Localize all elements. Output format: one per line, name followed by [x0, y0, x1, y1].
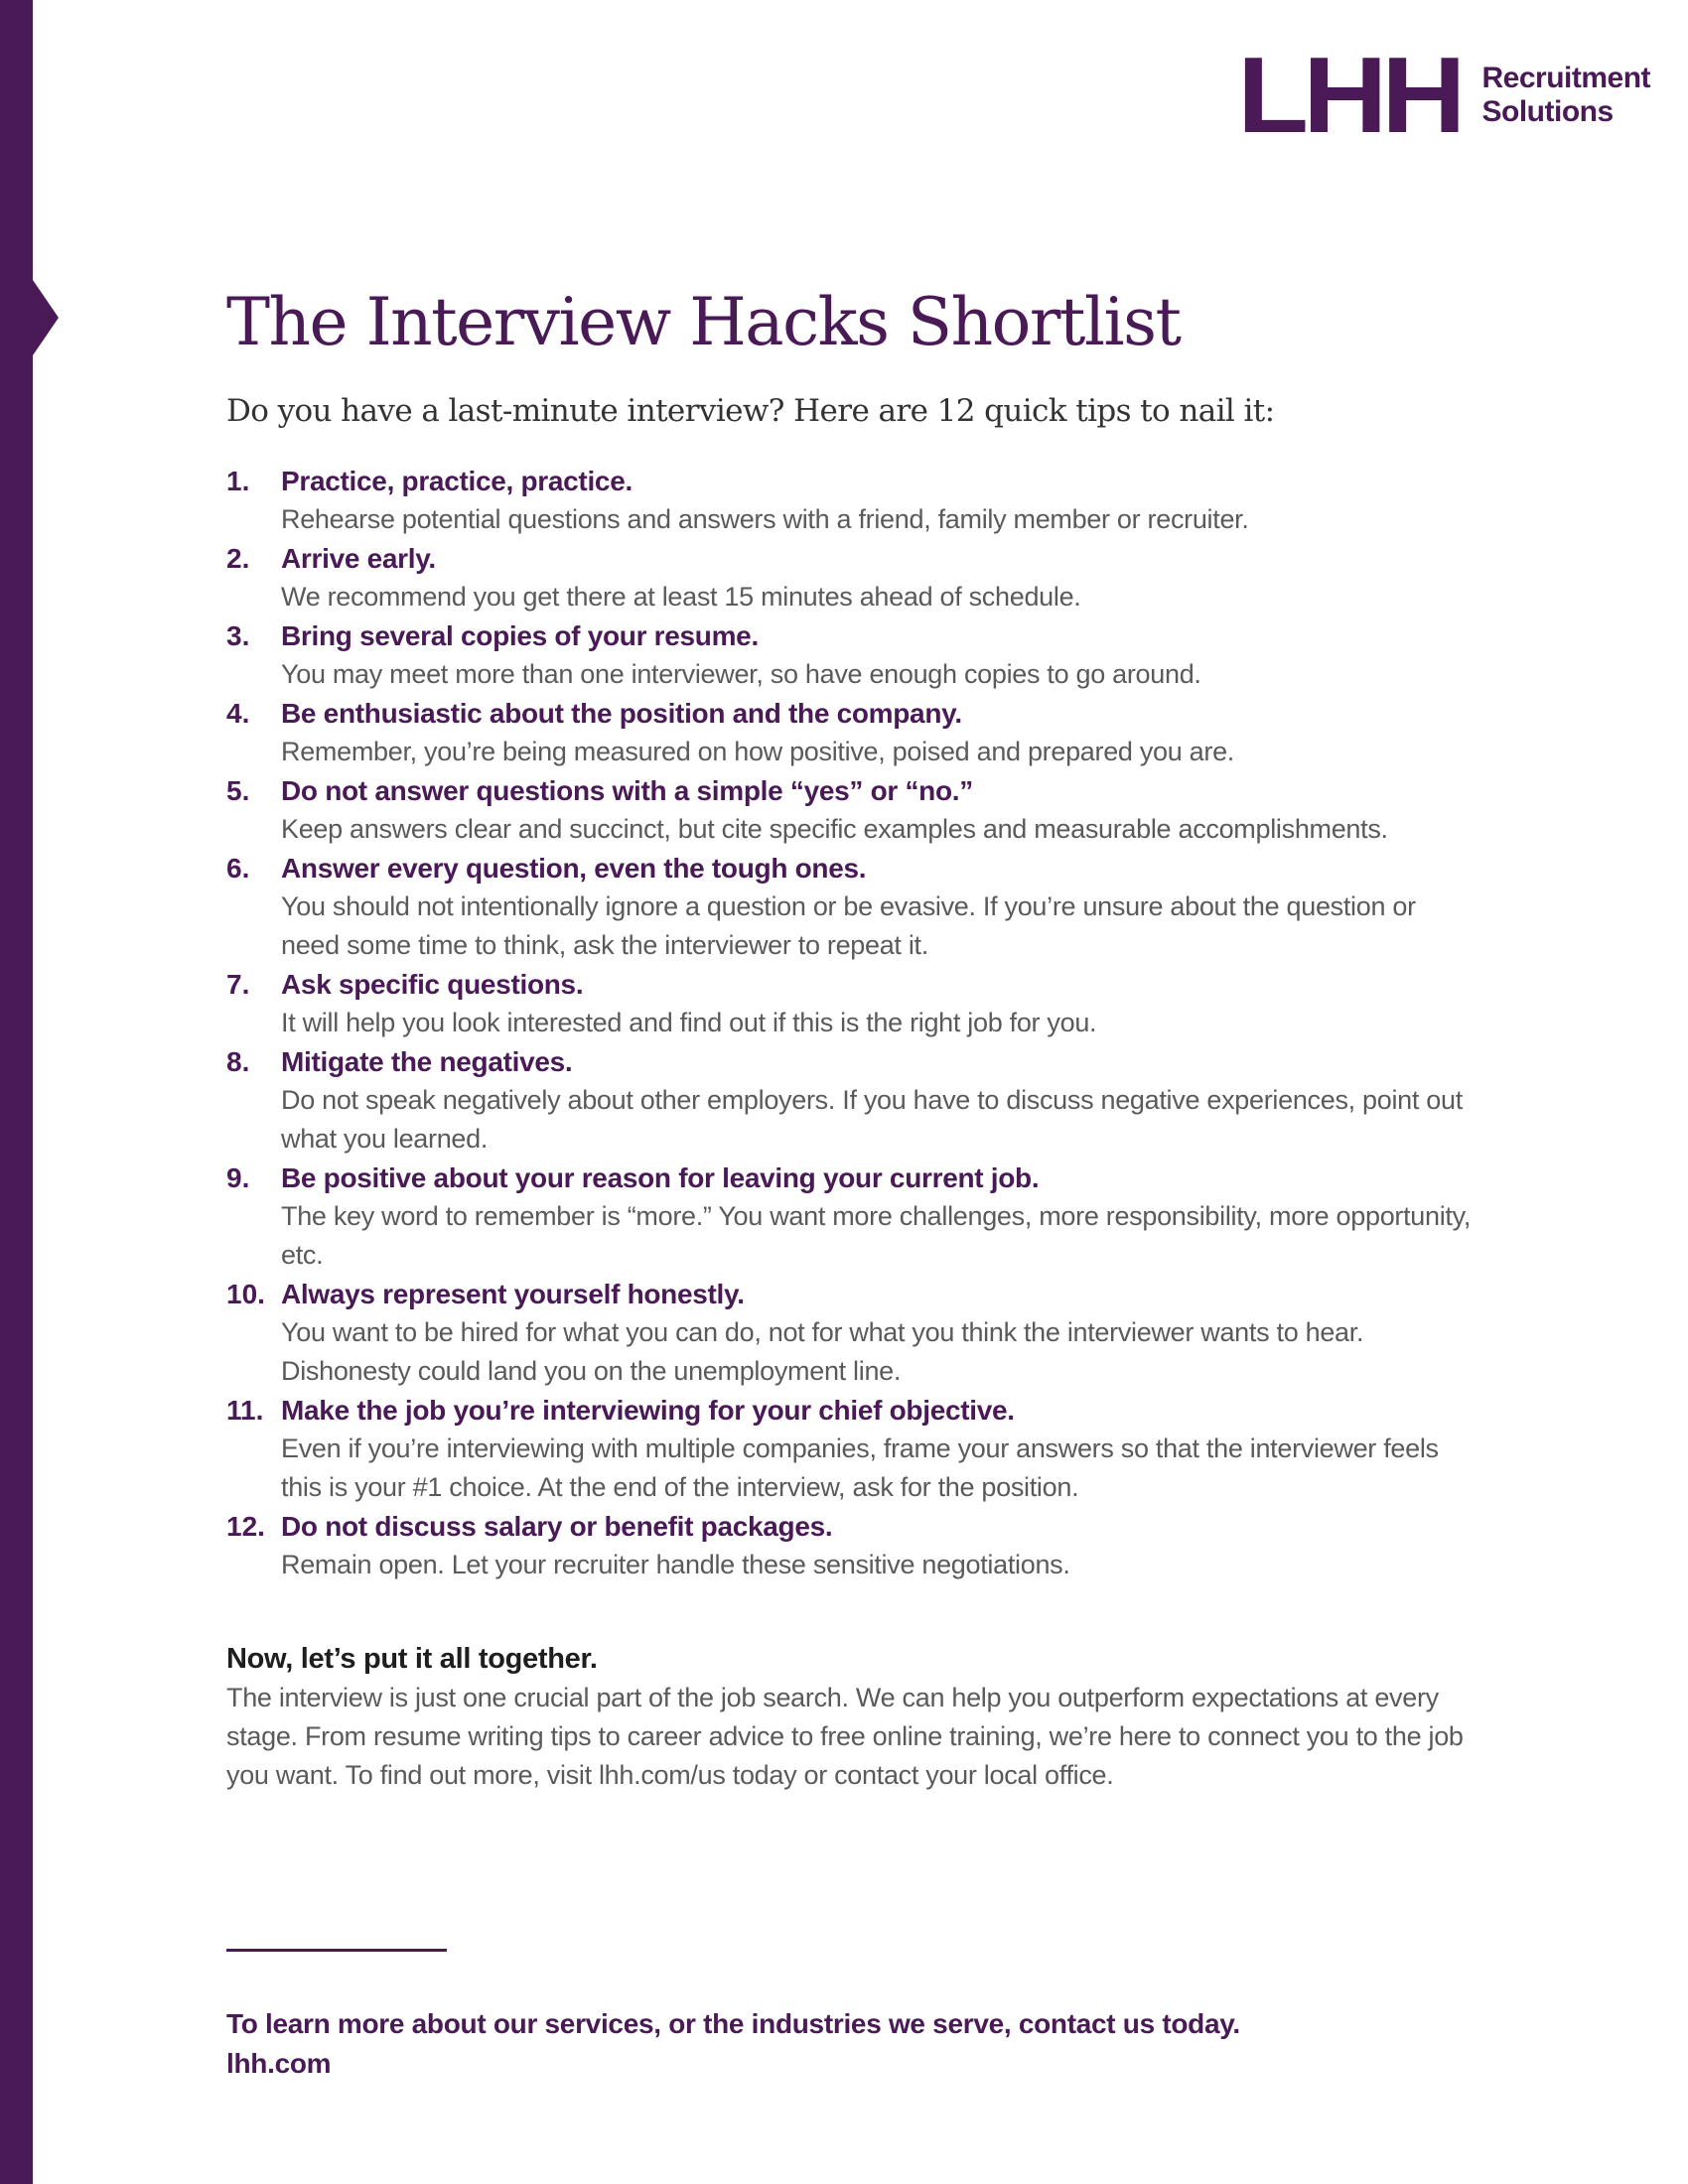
- tip-item: [226, 771, 1477, 849]
- tip-heading: Mitigate the negatives.: [281, 1046, 573, 1077]
- tip-heading: Always represent yourself honestly.: [281, 1279, 745, 1309]
- tip-number: 11.: [226, 1395, 264, 1426]
- tip-number: 5.: [226, 775, 250, 806]
- tip-heading: Do not answer questions with a simple “yes” or “no.”: [281, 775, 973, 806]
- tip-description: You want to be hired for what you can do, not for what you think the interviewer wants to hear. Dishonesty could land you on the unemployment line.: [281, 1317, 1364, 1386]
- tip-heading: Do not discuss salary or benefit packages.: [281, 1511, 833, 1542]
- tip-body: [281, 539, 1477, 616]
- tip-heading: Arrive early.: [281, 543, 436, 574]
- closing-text: The interview is just one crucial part of the job search. We can help you outperform expectations at every stage. From resume writing tips to career advice to free online training, we’re here to connect you to the job you want. To find out more, visit lhh.com/us today or contact your local office.: [226, 1683, 1464, 1790]
- tip-number: 9.: [226, 1162, 250, 1193]
- tip-number: 10.: [226, 1279, 265, 1309]
- lhh-logo: [1237, 35, 1651, 156]
- footer-cta: To learn more about our services, or the industries we serve, contact us today.: [226, 2008, 1240, 2039]
- tip-body: [281, 1507, 1477, 1584]
- tip-description: It will help you look interested and find out if this is the right job for you.: [281, 1008, 1097, 1037]
- footer: [226, 2004, 1240, 2084]
- tip-description: Do not speak negatively about other employers. If you have to discuss negative experiences, point out what you learned.: [281, 1085, 1463, 1154]
- logo-subtitle: [1482, 62, 1651, 129]
- tip-description: You should not intentionally ignore a question or be evasive. If you’re unsure about the question or need some time to think, ask the interviewer to repeat it.: [281, 891, 1416, 960]
- tip-item: [226, 1391, 1477, 1507]
- tip-number: 4.: [226, 698, 250, 729]
- tip-item: [226, 694, 1477, 771]
- tip-body: [281, 462, 1477, 539]
- tip-description: Remember, you’re being measured on how positive, poised and prepared you are.: [281, 737, 1234, 766]
- tip-item: [226, 1042, 1477, 1159]
- tip-description: The key word to remember is “more.” You want more challenges, more responsibility, more opportunity, etc.: [281, 1201, 1472, 1270]
- closing-heading: Now, let’s put it all together.: [226, 1643, 598, 1675]
- tip-body: [281, 1391, 1477, 1507]
- page-subtitle: Do you have a last-minute interview? Here are 12 quick tips to nail it:: [226, 393, 1275, 429]
- footer-url[interactable]: lhh.com: [226, 2048, 332, 2079]
- tip-body: [281, 849, 1477, 965]
- tip-description: Keep answers clear and succinct, but cite specific examples and measurable accomplishments.: [281, 814, 1388, 844]
- tip-item: [226, 1507, 1477, 1584]
- tip-body: [281, 1275, 1477, 1391]
- logo-line-2: Solutions: [1481, 95, 1614, 128]
- tip-item: [226, 616, 1477, 694]
- tip-body: [281, 616, 1477, 694]
- tip-number: 12.: [226, 1511, 265, 1542]
- tip-heading: Practice, practice, practice.: [281, 466, 633, 496]
- tip-item: [226, 1159, 1477, 1275]
- tip-heading: Make the job you’re interviewing for your chief objective.: [281, 1395, 1015, 1426]
- tip-heading: Bring several copies of your resume.: [281, 620, 759, 651]
- tip-item: [226, 462, 1477, 539]
- tip-body: [281, 1042, 1477, 1159]
- tip-description: Even if you’re interviewing with multiple companies, frame your answers so that the interviewer feels this is your #1 choice. At the end of the interview, ask for the position.: [281, 1433, 1439, 1502]
- tip-item: [226, 1275, 1477, 1391]
- tip-description: Remain open. Let your recruiter handle these sensitive negotiations.: [281, 1550, 1070, 1579]
- tip-number: 2.: [226, 543, 250, 574]
- tip-number: 7.: [226, 969, 250, 1000]
- tip-number: 6.: [226, 853, 250, 884]
- tip-body: [281, 1159, 1477, 1275]
- tip-heading: Be positive about your reason for leaving your current job.: [281, 1162, 1040, 1193]
- tip-description: We recommend you get there at least 15 minutes ahead of schedule.: [281, 582, 1081, 612]
- tips-list: [226, 462, 1477, 1584]
- side-accent-bar: [0, 0, 33, 2184]
- tip-number: 8.: [226, 1046, 250, 1077]
- tip-description: Rehearse potential questions and answers with a friend, family member or recruiter.: [281, 504, 1249, 534]
- closing-section: [226, 1640, 1477, 1795]
- logo-mark: LHH: [1237, 35, 1461, 156]
- logo-line-1: Recruitment: [1481, 62, 1651, 94]
- tip-description: You may meet more than one interviewer, so have enough copies to go around.: [281, 659, 1201, 689]
- tip-number: 3.: [226, 620, 250, 651]
- tip-body: [281, 694, 1477, 771]
- tip-heading: Ask specific questions.: [281, 969, 584, 1000]
- tip-number: 1.: [226, 466, 250, 496]
- tip-body: [281, 965, 1477, 1042]
- tip-item: [226, 539, 1477, 616]
- tip-heading: Answer every question, even the tough ones.: [281, 853, 867, 884]
- tip-heading: Be enthusiastic about the position and the company.: [281, 698, 962, 729]
- page-title: The Interview Hacks Shortlist: [226, 284, 1181, 360]
- tip-body: [281, 771, 1477, 849]
- tip-item: [226, 965, 1477, 1042]
- side-accent-notch: [33, 280, 59, 355]
- footer-divider: [226, 1949, 447, 1952]
- tip-item: [226, 849, 1477, 965]
